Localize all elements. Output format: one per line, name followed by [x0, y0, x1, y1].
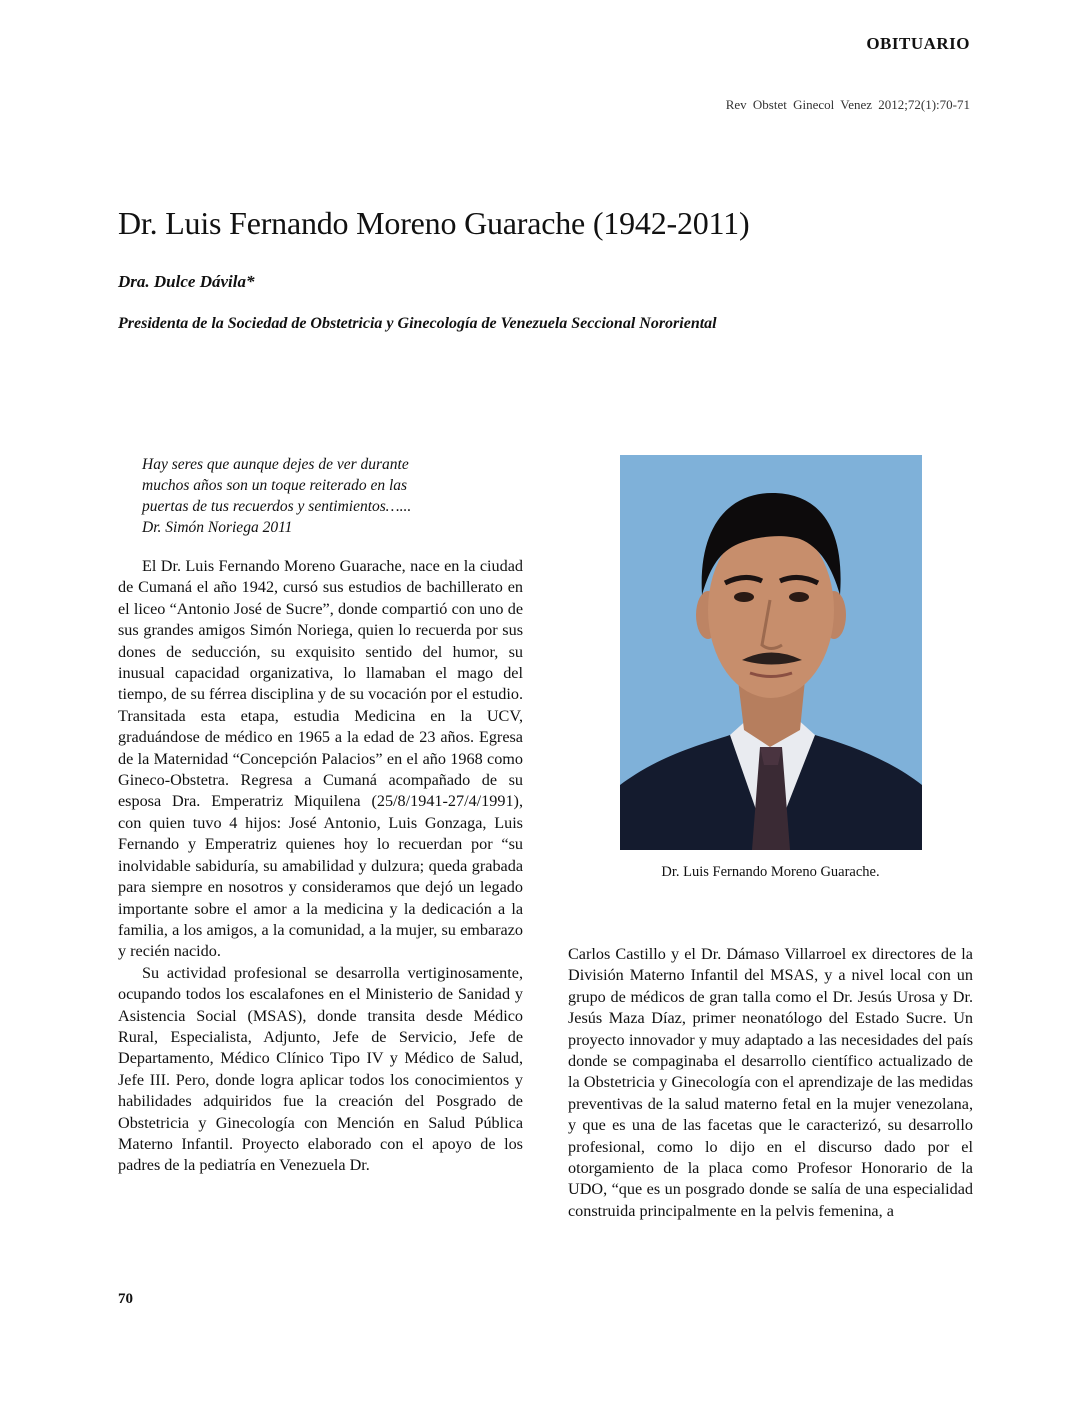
journal-citation: Rev Obstet Ginecol Venez 2012;72(1):70-71	[725, 97, 970, 112]
author-affiliation: Presidenta de la Sociedad de Obstetricia y Ginecología de Venezuela Seccional Nororiental	[118, 315, 717, 332]
body-paragraph: Su actividad profesional se desarrolla vertiginosamente, ocupando todos los escalafones en el Ministerio de Sanidad y Asistencia Social (MSAS), donde transita desde Médico Rural, Especialista, Adjunto, Jefe de Servicio, Jefe de Departamento, Médico Clínico Tipo IV y Médico de Salud, Jefe III. Pero, donde logra aplicar todos los conocimientos y habilidades adquiridos fue la creación del Posgrado de Obstetricia y Ginecología con Mención en Salud Pública Materno Infantil. Proyecto elaborado con el apoyo de los padres de la pediatría en Venezuela Dr.	[118, 963, 523, 1175]
body-column-right	[568, 944, 973, 1222]
page-number: 70	[118, 1291, 133, 1307]
epigraph-line: Hay seres que aunque dejes de ver durante	[142, 456, 409, 473]
author-name: Dra. Dulce Dávila*	[118, 272, 255, 291]
body-paragraph: Carlos Castillo y el Dr. Dámaso Villarroel ex directores de la División Materno Infantil del MSAS, y a nivel local con un grupo de médicos de gran talla como el Dr. Jesús Urosa y Dr. Jesús Maza Díaz, primer neonatólogo del Estado Sucre. Un proyecto innovador y muy adaptado a las necesidades del país donde se compaginaba el desarrollo científico actualizado de la Obstetricia y Ginecología con el aprendizaje de las medidas preventivas de la salud materno fetal en la mujer venezolana, y que es una de las facetas que le caracterizó, su desarrollo profesional, como lo dijo en el discurso dado por el otorgamiento de la placa como Profesor Honorario de la UDO, “que es un posgrado donde se salía de una especialidad construida principalmente en la pelvis femenina, a	[568, 945, 973, 1220]
epigraph-line: puertas de tus recuerdos y sentimientos…...	[142, 498, 412, 515]
portrait-photo	[620, 455, 922, 850]
body-column-left	[118, 556, 523, 1177]
epigraph	[142, 454, 522, 538]
photo-caption: Dr. Luis Fernando Moreno Guarache.	[661, 864, 880, 880]
epigraph-line: muchos años son un toque reiterado en las	[142, 477, 408, 494]
portrait-illustration	[620, 455, 922, 850]
article-title: Dr. Luis Fernando Moreno Guarache (1942-2011)	[118, 205, 750, 241]
epigraph-signature: Dr. Simón Noriega 2011	[142, 519, 293, 536]
body-paragraph: El Dr. Luis Fernando Moreno Guarache, nace en la ciudad de Cumaná el año 1942, cursó sus estudios de bachillerato en el liceo “Antonio José de Sucre”, donde compartió con uno de sus grandes amigos Simón Noriega, quien lo recuerda por sus dones de seducción, su exquisito sentido del humor, su inusual capacidad organizativa, lo llamaban el mago del tiempo, de su férrea disciplina y de su vocación por el estudio. Transitada esta etapa, estudia Medicina en la UCV, graduándose de médico en 1965 a la edad de 23 años. Egresa de la Maternidad “Concepción Palacios” en el año 1968 como Gineco-Obstetra. Regresa a Cumaná acompañado de su esposa Dra. Emperatriz Miquilena (25/8/1941-27/4/1991), con quien tuvo 4 hijos: José Antonio, Luis Gonzaga, Luis Fernando y Emperatriz quienes hoy lo recuerdan por “su inolvidable sabiduría, su amabilidad y dulzura; queda grabada para siempre en nosotros y consideramos que dejó un legado importante sobre el amor a la medicina y la dedicación a la familia, a los amigos, a la comunidad, a la mujer, su embarazo y recién nacido.	[118, 557, 523, 961]
section-label: OBITUARIO	[866, 34, 970, 53]
